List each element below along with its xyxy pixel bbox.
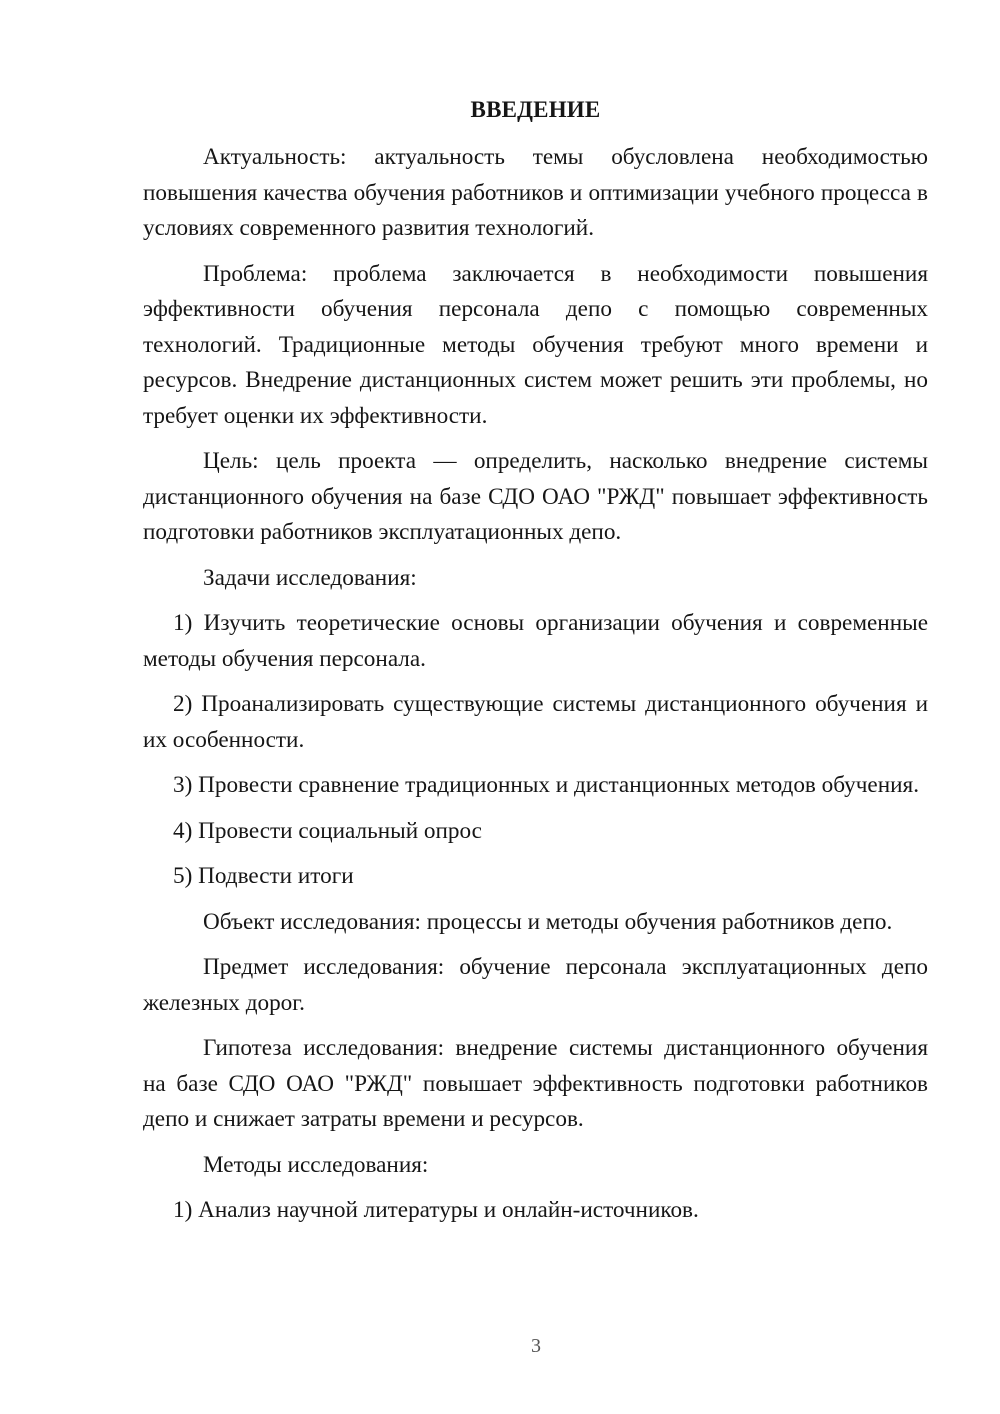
task-item-3: 3) Провести сравнение традиционных и дистанционных методов обучения.: [173, 772, 920, 798]
tasks-title: Задачи исследования:: [203, 564, 417, 591]
method-item-1: 1) Анализ научной литературы и онлайн-источников.: [173, 1197, 699, 1223]
relevance-paragraph: Актуальность: актуальность темы обусловлена необходимостью повышения качества обучения работников и оптимизации учебного процесса в условиях современного развития технологий.: [143, 144, 928, 241]
document-page: [143, 95, 928, 1239]
task-item-2: 2) Проанализировать существующие системы дистанционного обучения и их особенности.: [143, 691, 928, 753]
task-item-4: 4) Провести социальный опрос: [173, 817, 482, 844]
object-paragraph: Объект исследования: процессы и методы обучения работников депо.: [203, 908, 893, 935]
subject-paragraph: Предмет исследования: обучение персонала эксплуатационных депо железных дорог.: [143, 954, 928, 1016]
task-item-1: 1) Изучить теоретические основы организации обучения и современные методы обучения персонала.: [143, 610, 928, 672]
hypothesis-paragraph: Гипотеза исследования: внедрение системы дистанционного обучения на базе СДО ОАО "РЖД" повышает эффективность подготовки работников депо и снижает затраты времени и ресурсов.: [143, 1035, 928, 1132]
problem-paragraph: Проблема: проблема заключается в необходимости повышения эффективности обучения персонала депо с помощью современных технологий. Традиционные методы обучения требуют много времени и ресурсов. Внедрение дистанционных систем может решить эти проблемы, но требует оценки их эффективности.: [143, 260, 928, 429]
methods-title: Методы исследования:: [203, 1151, 429, 1178]
page-number: 3: [531, 1335, 541, 1357]
task-item-5: 5) Подвести итоги: [173, 863, 354, 889]
goal-paragraph: Цель: цель проекта — определить, насколько внедрение системы дистанционного обучения на базе СДО ОАО "РЖД" повышает эффективность подготовки работников эксплуатационных депо.: [143, 448, 928, 545]
section-heading: ВВЕДЕНИЕ: [470, 97, 601, 122]
